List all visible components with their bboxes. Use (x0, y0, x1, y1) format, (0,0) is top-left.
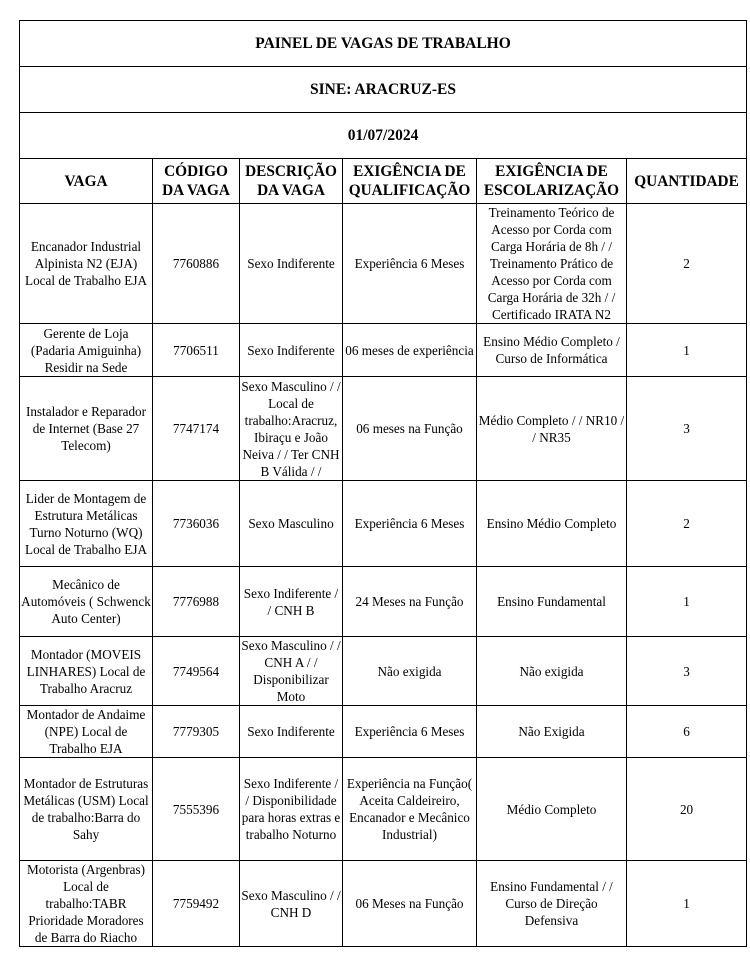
descricao-cell: Sexo Indiferente (240, 706, 343, 758)
escolarizacao-cell: Ensino Fundamental (477, 567, 627, 637)
quantidade-cell: 1 (627, 567, 747, 637)
escolarizacao-cell: Não Exigida (477, 706, 627, 758)
qualificacao-cell: Experiência 6 Meses (343, 706, 477, 758)
descricao-cell: Sexo Masculino / / CNH A / / Disponibilizar Moto (241, 638, 341, 704)
header-descricao: DESCRIÇÃO DA VAGA (240, 159, 343, 204)
header-qualificacao: EXIGÊNCIA DE QUALIFICAÇÃO (343, 159, 477, 204)
vaga-cell: Montador (MOVEIS LINHARES) Local de Trabalho Aracruz (20, 637, 153, 706)
quantidade-cell: 2 (627, 481, 747, 567)
qualificacao-cell: 06 meses na Função (343, 377, 477, 481)
vaga-cell: Motorista (Argenbras) Local de trabalho:TABR Prioridade Moradores de Barra do Riacho (20, 861, 153, 947)
quantidade-cell: 2 (627, 204, 747, 324)
vaga-cell: Instalador e Reparador de Internet (Base 27 Telecom) (20, 377, 153, 481)
descricao-cell: Sexo Indiferente (240, 204, 343, 324)
quantidade-cell: 20 (627, 758, 747, 861)
quantidade-cell: 1 (627, 324, 747, 377)
panel-date: 01/07/2024 (20, 113, 747, 159)
table-row (20, 204, 747, 324)
quantidade-cell: 3 (627, 637, 747, 706)
sine-row (20, 67, 747, 113)
codigo-cell: 7747174 (153, 377, 240, 481)
table-row (20, 706, 747, 758)
codigo-cell: 7749564 (153, 637, 240, 706)
table-row (20, 567, 747, 637)
header-row (20, 159, 747, 204)
qualificacao-cell: Experiência na Função( Aceita Caldeireiro, Encanador e Mecânico Industrial) (343, 758, 477, 861)
codigo-cell: 7555396 (153, 758, 240, 861)
header-vaga: VAGA (20, 159, 153, 204)
table-row (20, 377, 747, 481)
qualificacao-cell: 06 meses de experiência (343, 324, 477, 377)
quantidade-cell: 6 (627, 706, 747, 758)
vaga-cell: Mecânico de Automóveis ( Schwenck Auto Center) (20, 567, 153, 637)
codigo-cell: 7706511 (153, 324, 240, 377)
qualificacao-cell: Não exigida (343, 637, 477, 706)
date-row (20, 113, 747, 159)
title-row (20, 21, 747, 67)
codigo-cell: 7736036 (153, 481, 240, 567)
vaga-cell: Montador de Andaime (NPE) Local de Trabalho EJA (20, 706, 153, 758)
escolarizacao-cell: Não exigida (477, 637, 627, 706)
qualificacao-cell: 06 Meses na Função (343, 861, 477, 947)
header-codigo: CÓDIGO DA VAGA (153, 159, 240, 204)
vaga-cell: Gerente de Loja (Padaria Amiguinha) Residir na Sede (20, 324, 153, 377)
vaga-cell: Lider de Montagem de Estrutura Metálicas Turno Noturno (WQ) Local de Trabalho EJA (20, 481, 153, 567)
escolarizacao-cell: Treinamento Teórico de Acesso por Corda com Carga Horária de 8h / / Treinamento Prático de Acesso por Corda com Carga Horária de 32h / / Certificado IRATA N2 (477, 204, 627, 324)
vaga-cell: Montador de Estruturas Metálicas (USM) Local de trabalho:Barra do Sahy (20, 758, 153, 861)
descricao-cell: Sexo Indiferente / / Disponibilidade para horas extras e trabalho Noturno (240, 758, 343, 861)
descricao-cell: Sexo Indiferente (240, 324, 343, 377)
table-row (20, 758, 747, 861)
codigo-cell: 7759492 (153, 861, 240, 947)
descricao-cell: Sexo Indiferente / / CNH B (240, 567, 343, 637)
quantidade-cell: 1 (627, 861, 747, 947)
codigo-cell: 7779305 (153, 706, 240, 758)
qualificacao-cell: 24 Meses na Função (343, 567, 477, 637)
descricao-cell: Sexo Masculino / / Local de trabalho:Aracruz, Ibiraçu e João Neiva / / Ter CNH B Válida / / (241, 378, 341, 479)
escolarizacao-cell: Médio Completo / / NR10 / / NR35 (477, 377, 627, 481)
codigo-cell: 7776988 (153, 567, 240, 637)
table-row (20, 861, 747, 947)
escolarizacao-cell: Ensino Médio Completo (477, 481, 627, 567)
table-row (20, 324, 747, 377)
header-quantidade: QUANTIDADE (627, 159, 747, 204)
table-row (20, 481, 747, 567)
descricao-cell: Sexo Masculino / / CNH D (240, 861, 343, 947)
vaga-cell: Encanador Industrial Alpinista N2 (EJA) Local de Trabalho EJA (20, 204, 153, 324)
escolarizacao-cell: Ensino Médio Completo / Curso de Informática (477, 324, 627, 377)
sine-location: SINE: ARACRUZ-ES (20, 67, 747, 113)
descricao-cell: Sexo Masculino (240, 481, 343, 567)
qualificacao-cell: Experiência 6 Meses (343, 204, 477, 324)
job-vacancies-table (19, 20, 747, 947)
header-escolarizacao: EXIGÊNCIA DE ESCOLARIZAÇÃO (477, 159, 627, 204)
page-title: PAINEL DE VAGAS DE TRABALHO (20, 21, 747, 67)
codigo-cell: 7760886 (153, 204, 240, 324)
escolarizacao-cell: Ensino Fundamental / / Curso de Direção Defensiva (477, 861, 627, 947)
quantidade-cell: 3 (627, 377, 747, 481)
qualificacao-cell: Experiência 6 Meses (343, 481, 477, 567)
table-row (20, 637, 747, 706)
escolarizacao-cell: Médio Completo (477, 758, 627, 861)
